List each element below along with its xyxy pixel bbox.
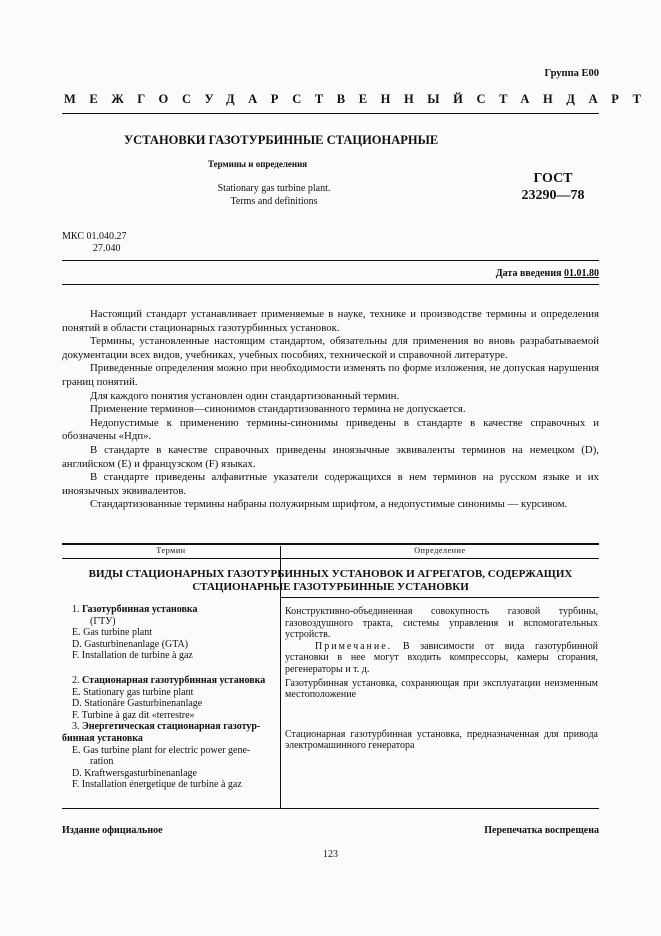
term-equivalent-en: E. Gas turbine plant for electric power gene-	[72, 744, 251, 756]
standard-type-word2: СТАНДАРТ	[476, 92, 655, 106]
effective-date	[496, 268, 599, 279]
section-heading	[62, 568, 599, 594]
term-equivalent-de: D. Gasturbinenanlage (GTA)	[72, 638, 189, 650]
term-name: бинная установка	[62, 732, 143, 744]
section-heading-line2: СТАЦИОНАРНЫЕ ГАЗОТУРБИННЫЕ УСТАНОВКИ	[192, 581, 469, 593]
term-1	[72, 604, 277, 616]
intro-text	[62, 308, 599, 512]
intro-paragraph: Недопустимые к применению термины-синонимы приведены в стандарте в качестве справочных и обозначены «Ндп».	[62, 416, 599, 443]
term-equivalent-en-continued: ration	[90, 756, 114, 768]
header-rule	[62, 113, 599, 114]
term-name: Энергетическая стационарная газотур-	[82, 721, 261, 733]
date-rule-bottom	[62, 284, 599, 285]
column-header-term: Термин	[156, 546, 186, 555]
mks-codes	[62, 231, 126, 255]
term-3	[62, 721, 277, 733]
term-equivalent-de: D. Stationäre Gasturbinenanlage	[72, 698, 203, 710]
standard-type-heading	[64, 92, 655, 107]
mks-line2: 27.040	[93, 243, 121, 254]
note-text: В зависимости от вида газотурбинной установки в нее могут входить компрессоры, камеры сгорания, регенераторы и т. д.	[285, 640, 599, 675]
term-name: Газотурбинная установка	[82, 604, 198, 615]
term-equivalent-fr: F. Turbine à gaz dit «terrestre»	[72, 709, 195, 721]
footer-reprint-notice: Перепечатка воспрещена	[484, 825, 599, 836]
effective-date-label: Дата введения	[495, 268, 562, 279]
term-equivalent-fr: F. Installation énergetique de turbine à gaz	[72, 779, 242, 791]
table-top-rule	[62, 543, 599, 545]
definition-1: Конструктивно-объединенная совокупность газовой турбины, газовоздушного тракта, системы управления и вспомогательных устройств.	[285, 606, 598, 641]
intro-paragraph: В стандарте приведены алфавитные указатели содержащихся в нем терминов на русском языке и их иноязычных эквивалентов.	[62, 471, 599, 497]
standard-type-word1: МЕЖГОСУДАРСТВЕННЫЙ	[64, 92, 477, 106]
definition-1-note	[285, 641, 598, 676]
gost-designation	[508, 170, 598, 204]
intro-paragraph: В стандарте в качестве справочных приведены иноязычные эквиваленты терминов на немецком (D), английском (Е) и французском (F) языках.	[62, 443, 599, 470]
date-rule-top	[62, 260, 599, 261]
intro-paragraph: Термины, установленные настоящим стандартом, обязательны для применения во вновь разрабатываемой документации всех видов, учебниках, учебных пособиях, технической и справочной литературе.	[62, 335, 599, 361]
gost-label: ГОСТ	[533, 171, 573, 186]
effective-date-value: 01.01.80	[564, 268, 599, 279]
table-bottom-rule	[62, 808, 599, 809]
term-equivalent-fr: F. Installation de turbine à gaz	[72, 650, 193, 662]
intro-paragraph: Стандартизованные термины набраны полужирным шрифтом, а недопустимые синонимы — курсивом.	[90, 498, 568, 511]
term-number: 3.	[72, 721, 80, 733]
gost-number: 23290—78	[521, 188, 585, 203]
terms-column	[62, 604, 277, 791]
definitions-column	[285, 606, 598, 752]
mks-line1: МКС 01.040.27	[62, 231, 127, 242]
term-name: Стационарная газотурбинная установка	[82, 674, 266, 686]
english-title-line1: Stationary gas turbine plant.	[217, 183, 331, 194]
term-equivalent-en: E. Stationary gas turbine plant	[72, 686, 194, 698]
english-title-line2: Terms and definitions	[230, 196, 318, 207]
term-number: 2.	[72, 674, 80, 686]
document-subtitle: Термины и определения	[208, 159, 308, 169]
term-name-continued	[62, 733, 277, 745]
table-header-rule	[62, 558, 599, 559]
section-heading-rule	[280, 597, 599, 598]
definition-3: Стационарная газотурбинная установка, предназначенная для привода электромашинного генератора	[285, 728, 598, 752]
intro-paragraph: Применение терминов—синонимов стандартизованного термина не допускается.	[90, 403, 466, 416]
group-code: Группа Е00	[544, 68, 599, 79]
page-number: 123	[323, 849, 338, 860]
intro-paragraph: Приведенные определения можно при необходимости изменять по форме изложения, не допуская нарушения границ понятий.	[62, 362, 599, 388]
intro-paragraph: Для каждого понятия установлен один стандартизованный термин.	[90, 389, 400, 402]
footer-official-edition: Издание официальное	[62, 825, 163, 836]
term-equivalent-de: D. Kraftwersgasturbinenanlage	[72, 767, 197, 779]
section-heading-line1: ВИДЫ СТАЦИОНАРНЫХ ГАЗОТУРБИННЫХ УСТАНОВОК И АГРЕГАТОВ, СОДЕРЖАЩИХ	[88, 568, 573, 580]
term-2	[72, 675, 277, 687]
column-header-definition: Определение	[414, 546, 466, 555]
document-title: УСТАНОВКИ ГАЗОТУРБИННЫЕ СТАЦИОНАРНЫЕ	[124, 133, 439, 147]
intro-paragraph: Настоящий стандарт устанавливает применяемые в науке, технике и производстве термины и определения понятий в области стационарных газотурбинных установок.	[62, 308, 599, 334]
term-number: 1.	[72, 604, 80, 615]
term-equivalent-en: E. Gas turbine plant	[72, 627, 152, 639]
definition-2: Газотурбинная установка, сохраняющая при эксплуатации неизменным местоположение	[285, 677, 598, 701]
english-title	[180, 182, 368, 208]
term-abbreviation: (ГТУ)	[90, 615, 116, 627]
note-label: Примечание.	[315, 640, 393, 652]
